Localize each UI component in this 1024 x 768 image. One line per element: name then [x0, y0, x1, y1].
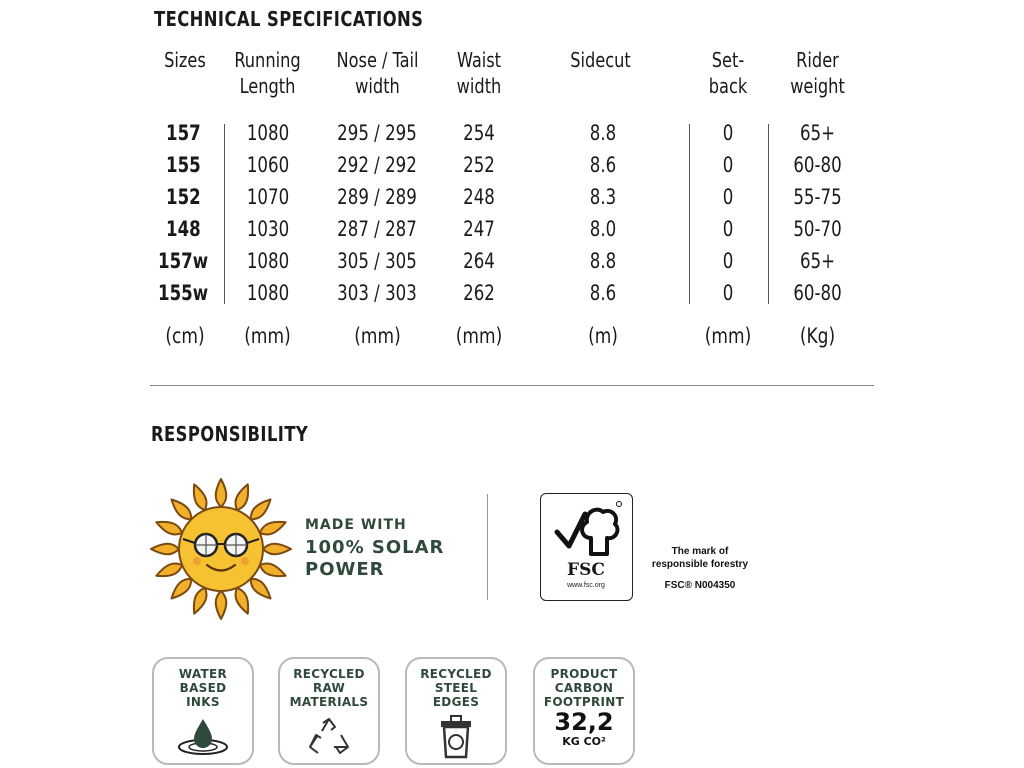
sidecut-cell: 8.0: [589, 217, 617, 241]
unit-nose: (mm): [354, 324, 401, 348]
size-cell: 157w: [158, 249, 209, 273]
setback-cell: 0: [722, 249, 734, 273]
nose-tail-cell: 295 / 295: [337, 121, 417, 145]
header-nose-tail-width: Nose / Tail width: [336, 48, 419, 98]
recycle-bin-icon: [437, 715, 475, 759]
specs-title: TECHNICAL SPECIFICATIONS: [154, 7, 424, 31]
rider-cell: 50-70: [793, 217, 842, 241]
fsc-tree-check-icon: [551, 500, 623, 560]
column-divider: [689, 124, 690, 304]
running-cell: 1080: [246, 121, 290, 145]
section-divider: [150, 385, 874, 386]
sun-icon: [148, 476, 294, 622]
rider-cell: 55-75: [793, 185, 842, 209]
sidecut-cell: 8.8: [589, 121, 617, 145]
sidecut-cell: 8.6: [589, 153, 617, 177]
badge-recycled-steel-edges: RECYCLED STEEL EDGES: [405, 657, 507, 765]
unit-sizes: (cm): [165, 324, 205, 348]
fsc-url: www.fsc.org: [567, 582, 605, 589]
carbon-footprint-value: 32,2: [554, 708, 614, 736]
unit-setback: (mm): [704, 324, 752, 348]
waist-cell: 252: [463, 153, 495, 177]
sidecut-cell: 8.3: [589, 185, 617, 209]
size-cell: 152: [166, 185, 201, 209]
responsibility-divider: [487, 494, 488, 600]
sidecut-cell: 8.8: [589, 249, 617, 273]
unit-sidecut: (m): [588, 324, 618, 348]
setback-cell: 0: [722, 121, 734, 145]
unit-waist: (mm): [455, 324, 503, 348]
carbon-footprint-unit: KG CO²: [562, 735, 606, 748]
waist-cell: 254: [463, 121, 495, 145]
fsc-code: FSC® N004350: [664, 580, 736, 591]
nose-tail-cell: 292 / 292: [337, 153, 417, 177]
setback-cell: 0: [722, 281, 734, 305]
fsc-logo-text: FSC: [567, 560, 605, 580]
solar-line-1: MADE WITH: [305, 517, 407, 533]
size-cell: 157: [166, 121, 201, 145]
nose-tail-cell: 303 / 303: [337, 281, 417, 305]
header-sizes: Sizes: [164, 48, 206, 72]
running-cell: 1070: [246, 185, 290, 209]
nose-tail-cell: 305 / 305: [337, 249, 417, 273]
running-cell: 1080: [246, 249, 290, 273]
rider-cell: 65+: [799, 249, 836, 273]
recycle-icon: [306, 717, 352, 759]
fsc-caption: The mark of responsible forestry: [651, 546, 749, 570]
size-cell: 148: [166, 217, 201, 241]
unit-rider: (Kg): [799, 324, 836, 348]
solar-line-2: 100% SOLAR: [305, 537, 445, 558]
water-drop-icon: [175, 717, 231, 757]
responsibility-title: RESPONSIBILITY: [151, 422, 309, 446]
column-divider: [224, 124, 225, 304]
header-rider-weight: Rider weight: [790, 48, 845, 98]
badge-recycled-raw-materials: RECYCLED RAW MATERIALS: [278, 657, 380, 765]
rider-cell: 65+: [799, 121, 836, 145]
size-cell: 155w: [158, 281, 209, 305]
setback-cell: 0: [722, 153, 734, 177]
unit-running: (mm): [244, 324, 291, 348]
rider-cell: 60-80: [793, 281, 842, 305]
fsc-logo: [540, 493, 633, 601]
rider-cell: 60-80: [793, 153, 842, 177]
column-divider: [768, 124, 769, 304]
nose-tail-cell: 289 / 289: [337, 185, 417, 209]
badge-water-based-inks: WATER BASED INKS: [152, 657, 254, 765]
running-cell: 1080: [246, 281, 290, 305]
header-sidecut: Sidecut: [570, 48, 631, 72]
nose-tail-cell: 287 / 287: [337, 217, 417, 241]
running-cell: 1030: [246, 217, 290, 241]
waist-cell: 248: [463, 185, 495, 209]
badge-product-carbon-footprint: PRODUCT CARBON FOOTPRINT 32,2 KG CO²: [533, 657, 635, 765]
setback-cell: 0: [722, 217, 734, 241]
setback-cell: 0: [722, 185, 734, 209]
sidecut-cell: 8.6: [589, 281, 617, 305]
header-running-length: Running Length: [234, 48, 301, 98]
waist-cell: 262: [463, 281, 495, 305]
waist-cell: 247: [463, 217, 495, 241]
waist-cell: 264: [463, 249, 495, 273]
running-cell: 1060: [246, 153, 290, 177]
header-setback: Set- back: [708, 48, 748, 98]
solar-line-3: POWER: [305, 559, 385, 580]
header-waist-width: Waist width: [456, 48, 502, 98]
size-cell: 155: [166, 153, 201, 177]
